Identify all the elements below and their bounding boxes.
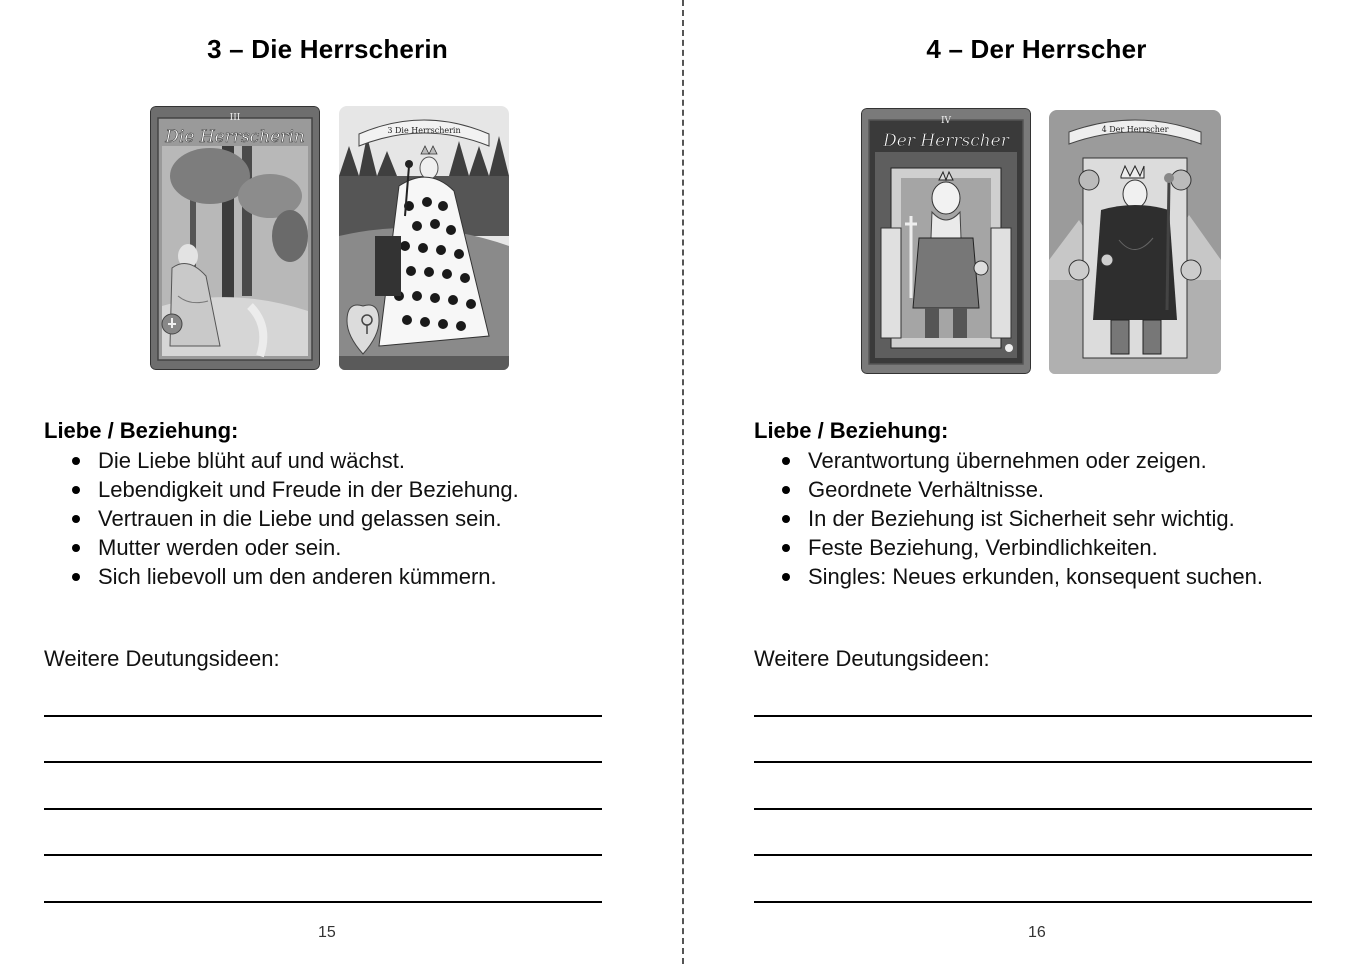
list-item-text: Vertrauen in die Liebe und gelassen sein.: [98, 506, 502, 531]
list-item: [780, 533, 1263, 562]
list-item-text: Mutter werden oder sein.: [98, 535, 342, 560]
bullet-dot-icon: [72, 544, 80, 552]
list-item: [780, 504, 1263, 533]
card-caption: 3 Die Herrscherin: [387, 126, 461, 135]
tarot-card-empress-classic-icon: [150, 106, 320, 370]
page-number: 15: [318, 924, 336, 941]
list-item: [70, 562, 519, 591]
writing-line: [754, 854, 1312, 856]
bullet-dot-icon: [782, 457, 790, 465]
writing-line: [754, 808, 1312, 810]
list-item: [70, 446, 519, 475]
list-item: [70, 533, 519, 562]
card-numeral: IV: [940, 116, 952, 126]
bullet-dot-icon: [782, 573, 790, 581]
bullet-dot-icon: [782, 544, 790, 552]
list-item: [780, 446, 1263, 475]
tarot-card-emperor-classic-icon: [861, 108, 1031, 374]
writing-line: [44, 715, 602, 717]
list-item: [70, 475, 519, 504]
writing-line: [44, 901, 602, 903]
section-heading-love: Liebe / Beziehung:: [754, 418, 949, 443]
bullet-dot-icon: [72, 515, 80, 523]
list-item-text: Geordnete Verhältnisse.: [808, 477, 1045, 502]
writing-line: [44, 808, 602, 810]
list-item-text: Sich liebevoll um den anderen kümmern.: [98, 564, 497, 589]
section-heading-love: Liebe / Beziehung:: [44, 418, 239, 443]
list-item-text: Verantwortung übernehmen oder zeigen.: [808, 448, 1207, 473]
page-title: 4 – Der Herrscher: [926, 34, 1147, 64]
page-title: 3 – Die Herrscherin: [207, 34, 448, 64]
card-caption: 4 Der Herrscher: [1101, 125, 1169, 134]
list-item-text: Die Liebe blüht auf und wächst.: [98, 448, 405, 473]
list-item: [780, 475, 1263, 504]
bullet-dot-icon: [72, 457, 80, 465]
further-interpretation-label: Weitere Deutungsideen:: [44, 646, 280, 671]
card-caption: Die Herrscherin: [165, 127, 305, 147]
writing-line: [44, 761, 602, 763]
writing-line: [754, 715, 1312, 717]
card-caption: Der Herrscher: [883, 131, 1009, 151]
page-right: [677, 0, 1354, 964]
list-item: [780, 562, 1263, 591]
card-numeral: III: [229, 113, 241, 123]
tarot-card-emperor-illustrated-icon: [1049, 110, 1221, 374]
page-number: 16: [1028, 924, 1046, 941]
list-item-text: Feste Beziehung, Verbindlichkeiten.: [808, 535, 1158, 560]
list-item: [70, 504, 519, 533]
list-item-text: Singles: Neues erkunden, konsequent suchen.: [808, 564, 1263, 589]
bullet-dot-icon: [782, 486, 790, 494]
further-interpretation-label: Weitere Deutungsideen:: [754, 646, 990, 671]
bullet-dot-icon: [72, 486, 80, 494]
tarot-card-empress-illustrated-icon: [339, 106, 509, 370]
bullet-dot-icon: [72, 573, 80, 581]
writing-line: [754, 901, 1312, 903]
writing-line: [44, 854, 602, 856]
list-item-text: Lebendigkeit und Freude in der Beziehung.: [98, 477, 519, 502]
bullet-dot-icon: [782, 515, 790, 523]
list-item-text: In der Beziehung ist Sicherheit sehr wichtig.: [808, 506, 1235, 531]
bullet-list: [780, 446, 1263, 591]
bullet-list: [70, 446, 519, 591]
writing-line: [754, 761, 1312, 763]
